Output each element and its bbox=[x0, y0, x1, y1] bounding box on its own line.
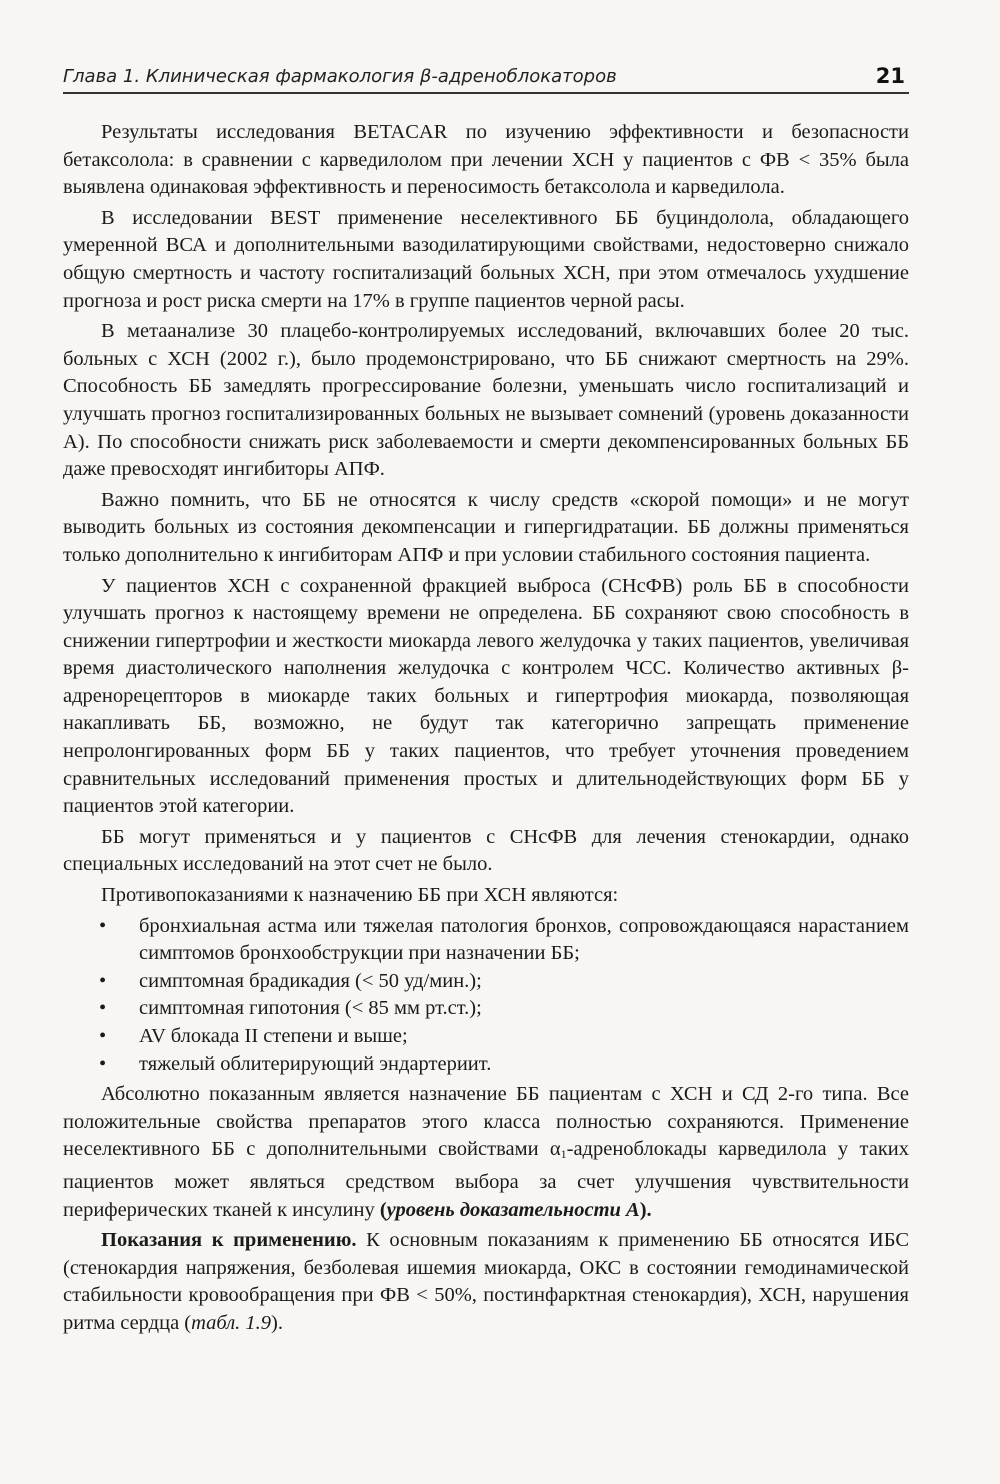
paragraph-metaanalysis: В метаанализе 30 плацебо-контролируемых исследований, включавших более 20 тыс. больных с ХСН (2002 г.), было продемонстрировано, что ББ снижают смертность на 29%. Способность ББ замедлять прогрессирование болезни, уменьшать число госпитализаций и улучшать прогноз госпитализированных больных не вызывает сомнений (уровень доказанности А). По способности снижать риск заболеваемости и смерти декомпенсированных больных ББ даже превосходят ингибиторы АПФ. bbox=[63, 320, 909, 481]
paragraph-betacar: Результаты исследования BETACAR по изучению эффективности и безопасности бетаксолола: в сравнении с карведилолом при лечении ХСН у пациентов с ФВ < 35% была выявлена одинаковая эффективность и переносимость бетаксолола и карведилола. bbox=[63, 121, 909, 199]
indications-end: ). bbox=[271, 1311, 283, 1334]
emphasis-close: ). bbox=[639, 1198, 652, 1221]
list-item-text: тяжелый облитерирующий эндартериит. bbox=[139, 1052, 492, 1075]
diabetes-text-part1: Абсолютно показанным является назначение ББ пациентам с ХСН и СД 2-го типа. Все положительные свойства препаратов этого класса полностью сохраняются. Применение неселективного ББ с дополнительными свойствами α bbox=[63, 1083, 909, 1161]
emphasis-open: ( bbox=[379, 1198, 387, 1221]
paragraph-indications bbox=[63, 1227, 909, 1337]
list-item bbox=[63, 995, 909, 1023]
contraindications-list bbox=[63, 913, 909, 1079]
body-text bbox=[63, 119, 909, 1341]
page-number: 21 bbox=[875, 64, 905, 88]
list-item bbox=[63, 913, 909, 968]
bullet-icon: • bbox=[99, 914, 107, 937]
alpha-subscript: 1 bbox=[560, 1147, 567, 1162]
page-header bbox=[63, 64, 909, 94]
list-item-text: AV блокада II степени и выше; bbox=[139, 1025, 408, 1047]
list-item bbox=[63, 1051, 909, 1079]
indications-heading: Показания к применению. bbox=[101, 1229, 357, 1252]
running-title: Глава 1. Клиническая фармакология β-адреноблокаторов bbox=[63, 66, 617, 87]
paragraph-best: В исследовании BEST применение неселективного ББ буциндолола, обладающего умеренной ВСА и дополнительными вазодилатирующими свойствами, недостоверно снижало общую смертность и частоту госпитализаций больных ХСН, при этом отмечалось ухудшение прогноза и рост риска смерти на 17% в группе пациентов черной расы. bbox=[63, 206, 909, 312]
paragraph-angina: ББ могут применяться и у пациентов с СНсФВ для лечения стенокардии, однако специальных исследований на этот счет не было. bbox=[63, 825, 909, 876]
table-reference: табл. 1.9 bbox=[191, 1311, 272, 1334]
diabetes-text-part2: -адреноблокады карведилола у таких пациентов может являться средством выбора за счет улучшения чувствительности периферических тканей к инсулину bbox=[63, 1138, 909, 1221]
paragraph-contraindications-intro: Противопоказаниями к назначению ББ при ХСН являются: bbox=[101, 884, 619, 907]
paragraph-hfpef: У пациентов ХСН с сохраненной фракцией выброса (СНсФВ) роль ББ в способности улучшать прогноз к настоящему времени не определена. ББ сохраняют свою способность в снижении гипертрофии и жесткости миокарда левого желудочка у таких пациентов, увеличивая время диастолического наполнения желудочка с контролем ЧСС. Количество активных β-адренорецепторов в миокарде таких больных и гипертрофия миокарда, позволяющая накапливать ББ, возможно, не будут так категорично запрещать применение непролонгированных форм ББ у таких пациентов, что требует уточнения проведением сравнительных исследований применения простых и длительнодействующих форм ББ у пациентов этой категории. bbox=[63, 574, 909, 818]
paragraph-important: Важно помнить, что ББ не относятся к числу средств «скорой помощи» и не могут выводить больных из состояния декомпенсации и гипергидратации. ББ должны применяться только дополнительно к ингибиторам АПФ и при условии стабильного состояния пациента. bbox=[63, 488, 909, 566]
indications-text: К основным показаниям к применению ББ относятся ИБС (стенокардия напряжения, безболевая ишемия миокарда, ОКС в состоянии гемодинамической стабильности кровообращения при ФВ < 50%, постинфарктная стенокардия), ХСН, нарушения ритма сердца ( bbox=[63, 1229, 910, 1334]
evidence-level: уровень доказательности А bbox=[386, 1198, 640, 1221]
bullet-icon: • bbox=[99, 1025, 107, 1047]
list-item bbox=[63, 968, 909, 996]
list-item-text: симптомная гипотония (< 85 мм рт.ст.); bbox=[139, 997, 482, 1020]
bullet-icon: • bbox=[99, 997, 107, 1020]
paragraph-diabetes bbox=[63, 1081, 909, 1224]
list-item-text: бронхиальная астма или тяжелая патология бронхов, сопровождающаяся нарастанием симптомов бронхообструкции при назначении ББ; bbox=[139, 914, 909, 965]
list-item-text: симптомная брадикадия (< 50 уд/мин.); bbox=[139, 969, 482, 992]
list-item bbox=[63, 1023, 909, 1051]
bullet-icon: • bbox=[99, 969, 107, 992]
bullet-icon: • bbox=[99, 1052, 107, 1075]
